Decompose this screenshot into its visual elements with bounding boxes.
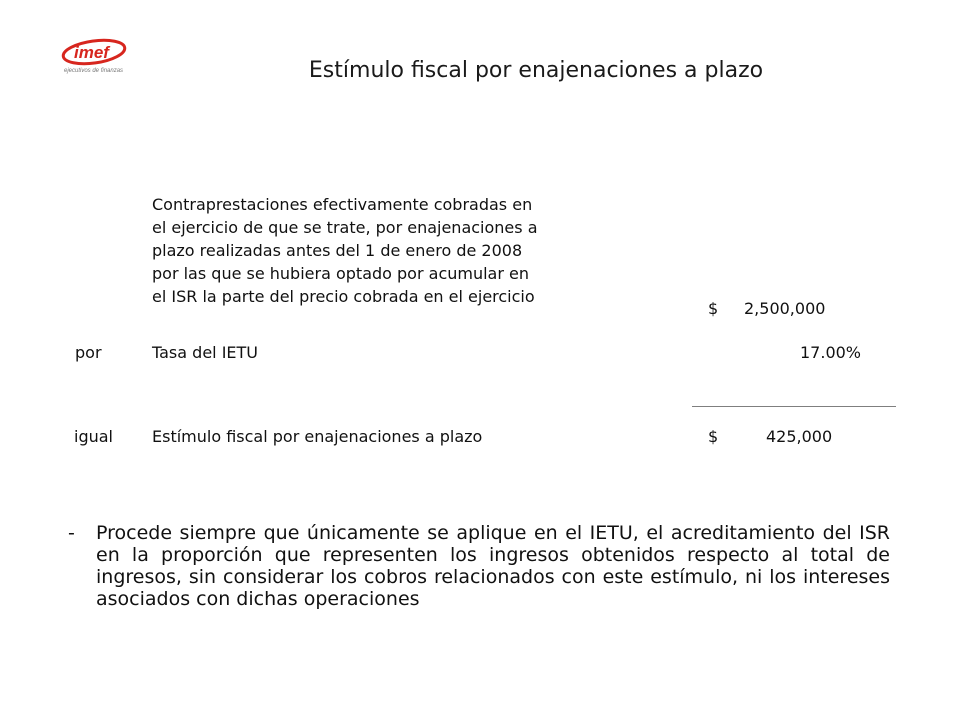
rate-value: 17.00% [800,343,862,362]
rate-label: Tasa del IETU [152,343,258,362]
logo-brand: imef [74,43,109,62]
imef-logo-mark [60,38,128,68]
base-currency-symbol: $ [708,299,719,318]
imef-logo [60,38,128,80]
result-amount: 425,000 [766,427,833,446]
total-rule [692,406,896,407]
logo-tagline: ejecutivos de finanzas [64,68,124,74]
page-title: Estímulo fiscal por enajenaciones a plazo [308,58,764,83]
result-label: Estímulo fiscal por enajenaciones a plazo [152,427,483,446]
multiply-operator: por [75,343,102,362]
note-bullet [68,522,890,610]
base-amount: 2,500,000 [744,299,826,318]
base-description: Contraprestaciones efectivamente cobradas en el ejercicio de que se trate, por enajenaciones a plazo realizadas antes del 1 de enero de 2008 por las que se hubiera optado por acumular en el ISR la parte del precio cobrada en el ejercicio [152,195,538,306]
bullet-dash: - [68,522,75,544]
result-currency-symbol: $ [708,427,719,446]
equals-operator: igual [74,427,113,446]
note-text: Procede siempre que únicamente se aplique en el IETU, el acreditamiento del ISR en la proporción que representen los ingresos obtenidos respecto al total de ingresos, sin considerar los cobros relacionados con este estímulo, ni los intereses asociados con dichas operaciones [96,522,890,610]
